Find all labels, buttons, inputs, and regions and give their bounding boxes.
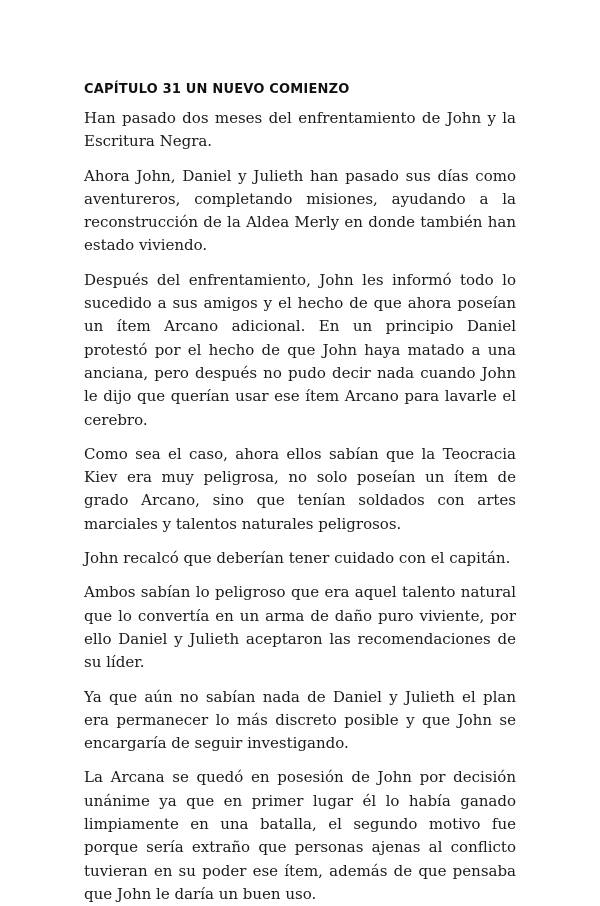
- paragraph-1: Han pasado dos meses del enfrentamiento de John y la Escritura Negra.: [84, 109, 516, 151]
- paragraph-5: John recalcó que deberían tener cuidado con el capitán.: [84, 549, 511, 568]
- paragraph-7: Ya que aún no sabían nada de Daniel y Julieth el plan era permanecer lo más discreto posible y que John se encargaría de seguir investigando.: [84, 687, 516, 753]
- paragraph-2: Ahora John, Daniel y Julieth han pasado sus días como aventureros, completando misiones, ayudando a la reconstrucción de la Aldea Merly en donde también han estado viviendo.: [84, 166, 516, 255]
- paragraph-3: Después del enfrentamiento, John les informó todo lo sucedido a sus amigos y el hecho de que ahora poseían un ítem Arcano adicional. En un principio Daniel protestó por el hecho de que John haya matado a una anciana, pero después no pudo decir nada cuando John le dijo que querían usar ese ítem Arcano para lavarle el cerebro.: [84, 270, 516, 429]
- paragraph-8: La Arcana se quedó en posesión de John por decisión unánime ya que en primer lugar él lo había ganado limpiamente en una batalla, el segundo motivo fue porque sería extraño que personas ajenas al conflicto tuvieran en su poder ese ítem, además de que pensaba que John le daría un buen uso.: [84, 768, 516, 903]
- paragraph-6: Ambos sabían lo peligroso que era aquel talento natural que lo convertía en un arma de daño puro viviente, por ello Daniel y Julieth aceptaron las recomendaciones de su líder.: [84, 583, 516, 672]
- chapter-title: CAPÍTULO 31 UN NUEVO COMIENZO: [84, 82, 350, 97]
- paragraph-4: Como sea el caso, ahora ellos sabían que la Teocracia Kiev era muy peligrosa, no solo poseían un ítem de grado Arcano, sino que tenían soldados con artes marciales y talentos naturales peligrosos.: [84, 444, 516, 533]
